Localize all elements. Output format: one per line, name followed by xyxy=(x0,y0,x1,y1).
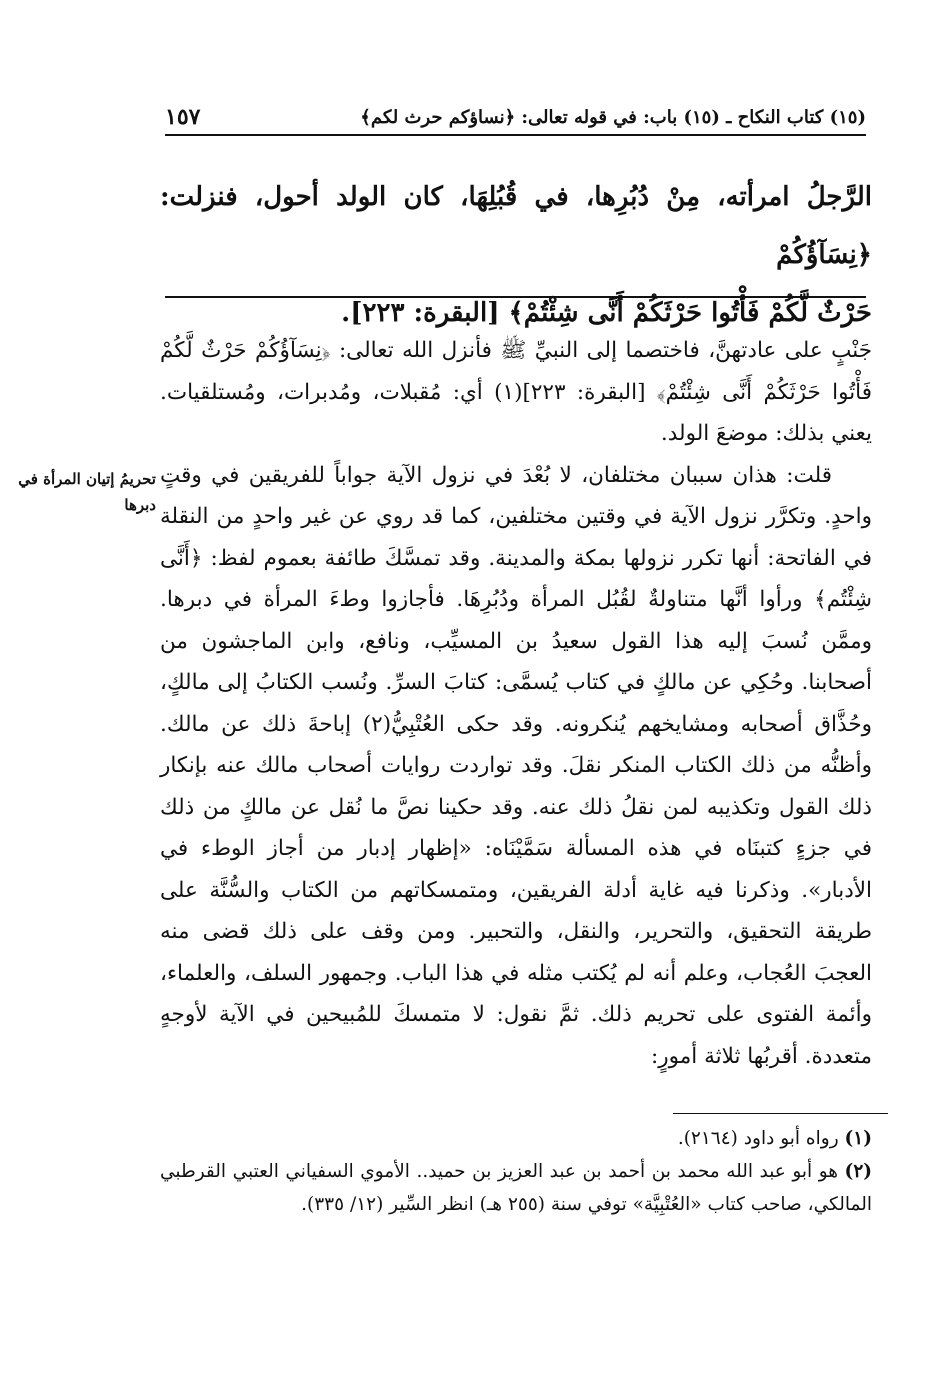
hadith-text xyxy=(160,168,872,342)
footnote-text: رواه أبو داود (٢١٦٤). xyxy=(677,1128,839,1149)
section-divider xyxy=(165,296,866,298)
running-header xyxy=(165,100,866,134)
commentary-text xyxy=(160,330,872,1077)
footnote xyxy=(160,1155,872,1221)
footnotes xyxy=(160,1122,872,1221)
hadith-line: حَرْثٌ لَّكُمْ فَأْتُوا حَرْثَكُمْ أَنَّى شِئْتُمْ﴾ [البقرة: ٢٢٣]. xyxy=(341,298,872,328)
running-title: (١٥) كتاب النكاح ـ (١٥) باب: في قوله تعالى: ﴿نساؤكم حرث لكم﴾ xyxy=(360,106,866,128)
footnote-mark: (١) xyxy=(844,1128,872,1149)
page-number: ١٥٧ xyxy=(165,104,201,130)
commentary-paragraph: قلت: هذان سببان مختلفان، لا بُعْدَ في نزول الآية جواباً للفريقين في وقتٍ واحدٍ. وتكرَّر نزول الآية في وقتين مختلفين، كما قد روي عن غير واحدٍ من النقلة في الفاتحة: أنها تكرر نزولها بمكة والمدينة. وقد تمسَّكَ طائفة بعموم لفظ: ﴿أَنَّى شِئْتُم﴾ ورأوا أنَّها متناولةٌ لقُبُل المرأة ودُبُرِهَا. فأجازوا وطءَ المرأة في دبرها. وممَّن نُسبَ إليه هذا القول سعيدُ بن المسيِّب، ونافع، وابن الماجشون من أصحابنا. وحُكِي عن مالكٍ في كتاب يُسمَّى: كتابَ السرِّ. ونُسب الكتابُ إلى مالكٍ، وحُذَّاق أصحابه ومشايخهم يُنكرونه. وقد حكى العُتْبِيُّ(٢) إباحةَ ذلك عن مالك. وأظنُّه من ذلك الكتاب المنكر نقلَ. وقد تواردت روايات أصحاب مالك عنه بإنكار ذلك القول وتكذيبه لمن نقلُ ذلك عنه. وقد حكينا نصَّ ما نُقل عن مالكٍ من ذلك في جزءٍ كتبنَاه في هذه المسألة سَمَّيْنَاه: «إظهار إدبار من أجاز الوطء في الأدبار». وذكرنا فيه غاية أدلة الفريقين، ومتمسكاتهم من الكتاب والسُّنَّة على طريقة التحقيق، والتحرير، والنقل، والتحبير. ومن وقف على ذلك قضى منه العجبَ العُجاب، وعلم أنه لم يُكتب مثله في هذا الباب. وجمهور السلف، والعلماء، وأئمة الفتوى على تحريم ذلك. ثمَّ نقول: لا متمسكَ للمُبيحين في الآية لأوجهٍ متعددة. أقربُها ثلاثة أمورٍ: xyxy=(160,462,872,1069)
hadith-line: الرَّجلُ امرأته، مِنْ دُبُرِها، في قُبُلِهَا، كان الولد أحول، فنزلت: ﴿نِسَآؤُكُمْ xyxy=(160,182,872,270)
header-divider xyxy=(165,134,866,136)
footnote-text: هو أبو عبد الله محمد بن أحمد بن عبد العزيز بن حميد.. الأموي السفياني العتبي القرطبي المالكي، صاحب كتاب «العُتْبِيَّة» توفي سنة (٢٥٥ هـ) انظر السِّير (١٢/ ٣٣٥). xyxy=(160,1161,872,1215)
footnote-divider xyxy=(673,1113,888,1114)
footnote-mark: (٢) xyxy=(844,1161,873,1182)
commentary-paragraph: جَنْبٍ على عادتهنَّ، فاختصما إلى النبيِّ ﷺ فأنزل الله تعالى: ﴿نِسَآؤُكُمْ حَرْثٌ لَّكُمْ فَأْتُوا حَرْثَكُمْ أَنَّى شِئْتُمْ﴾ [البقرة: ٢٢٣](١) أي: مُقبلات، ومُدبرات، ومُستلقيات. يعني بذلك: موضعَ الولد. xyxy=(160,338,873,446)
footnote xyxy=(160,1122,872,1155)
margin-note: تحريمُ إتيان المرأة في دبرها xyxy=(18,470,156,514)
